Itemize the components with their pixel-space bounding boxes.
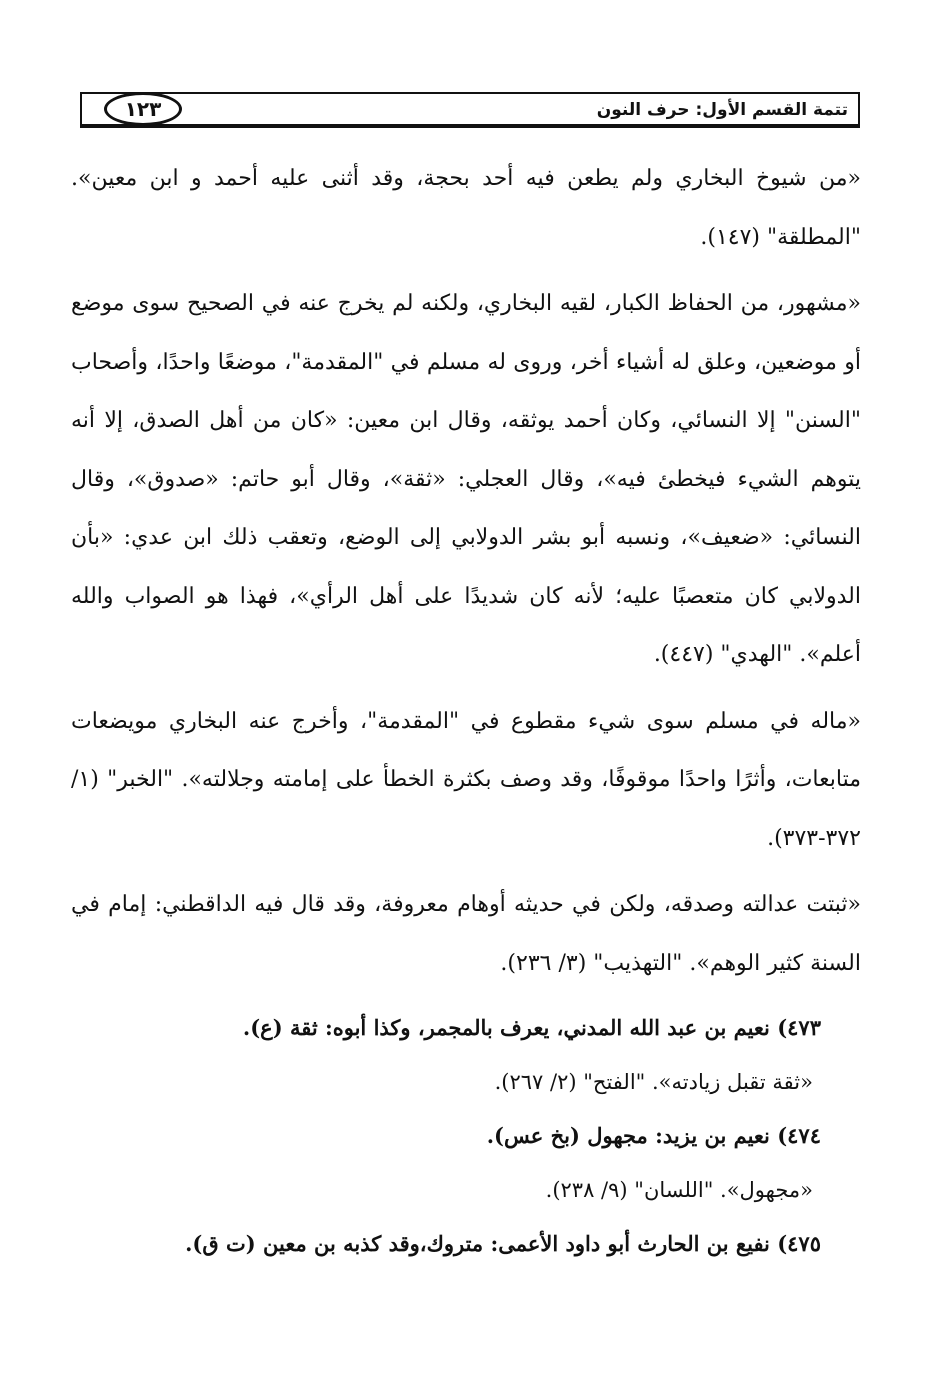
entry-quote: «مجهول». "اللسان" (٩/ ٢٣٨). [545,1178,813,1202]
narrator-entry: ٤٧٥) نفيع بن الحارث أبو داود الأعمى: متروك،وقد كذبه بن معين (ت ق). [185,1231,821,1256]
quote-paragraph: «ثبتت عدالته وصدقه، ولكن في حديثه أوهام معروفة، وقد قال فيه الداقطني: إمام في السنة كثير الوهم». "التهذيب" (٣/ ٢٣٦). [71,892,862,976]
quote-paragraph: «من شيوخ البخاري ولم يطعن فيه أحد بحجة، وقد أثنى عليه أحمد و ابن معين». "المطلقة" (١٤٧). [71,166,861,250]
running-title: تتمة القسم الأول: حرف النون [596,100,848,120]
narrator-entry: ٤٧٣) نعيم بن عبد الله المدني، يعرف بالمجمر، وكذا أبوه: ثقة (ع). [242,1015,821,1040]
page-header [80,92,860,128]
page-body [71,150,861,1271]
entry-quote: «ثقة تقبل زيادته». "الفتح" (٢/ ٢٦٧). [494,1070,813,1094]
quote-paragraph: «مشهور، من الحفاظ الكبار، لقيه البخاري، ولكنه لم يخرج عنه في الصحيح سوى موضع أو موضعين، وعلق له أشياء أخر، وروى له مسلم في "المقدمة"، موضعًا واحدًا، وأصحاب "السنن" إلا النسائي، وكان أحمد يوثقه، وقال ابن معين: «كان من أهل الصدق، إلا أنه يتوهم الشيء فيخطئ فيه»، وقال العجلي: «ثقة»، وقال أبو حاتم: «صدوق»، وقال النسائي: «ضعيف»، ونسبه أبو بشر الدولابي إلى الوضع، وتعقب ذلك ابن عدي: «بأن الدولابي كان متعصبًا عليه؛ لأنه كان شديدًا على أهل الرأي»، فهذا هو الصواب والله أعلم». "الهدي" (٤٤٧). [71,291,861,667]
quote-paragraph: «ماله في مسلم سوى شيء مقطوع في "المقدمة"، وأخرج عنه البخاري مويضعات متابعات، وأثرًا واحدًا موقوفًا، وقد وصف بكثرة الخطأ على إمامته وجلالته». "الخبر" (١/ ٣٧٢-٣٧٣). [71,708,861,851]
page-number-badge: ١٢٣ [104,92,182,126]
narrator-entry: ٤٧٤) نعيم بن يزيد: مجهول (بخ عس). [486,1123,821,1148]
